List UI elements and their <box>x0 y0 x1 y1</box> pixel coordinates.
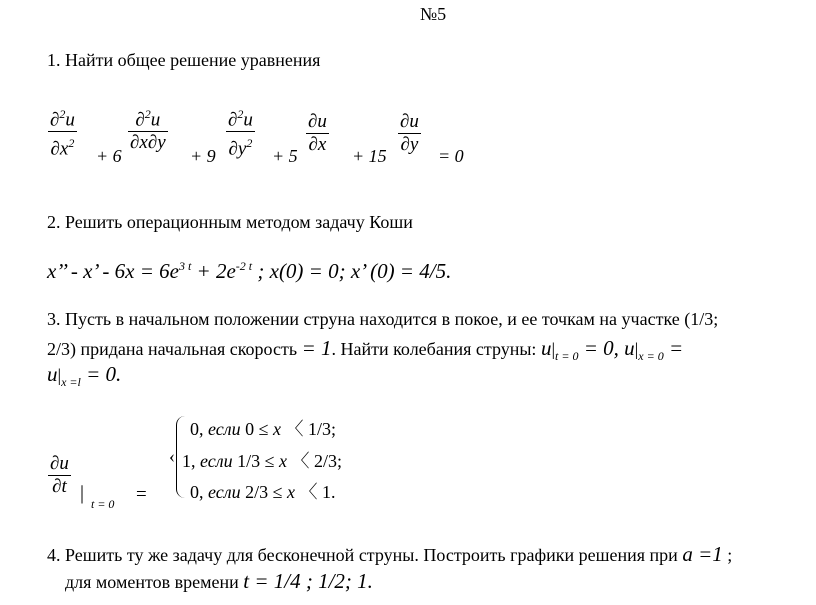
eval-subscript: t = 0 <box>91 497 115 511</box>
fraction-d2u-dy2: ∂$^2$u $\partial y^2$ <box>228 107 253 160</box>
case-3: 0, если 2/3 ≤ x 〈 1. <box>190 482 336 502</box>
fraction-d2u-dxdy: ∂$^2$u ∂x∂y <box>130 107 166 154</box>
equals-zero: = 0 <box>438 146 464 166</box>
coef-5: + 5 <box>272 146 298 166</box>
fraction-du-dx: ∂u ∂x <box>308 111 327 155</box>
task1-statement: 1. Найти общее решение уравнения <box>47 50 321 70</box>
task3-line2: 2/3) придана начальная скорость = 1. Найти колебания струны: $u|_{t = 0} = 0$, $u|_{x = 0}$ = <box>47 336 684 363</box>
task4-line2: для моментов времени t = 1/4 ; 1/2; 1. <box>65 569 373 593</box>
fraction-d2u-dx2: ∂$^2$u $\partial x^2$ <box>50 107 75 160</box>
deriv-equals: = <box>136 484 147 505</box>
fraction-du-dy: ∂u ∂y <box>400 111 419 155</box>
task2-equation: x’’ - x’ - $6x = 6e^{3 t} + 2e^{-2 t}$ ; x(0) = 0; x’ (0) = 4/5. <box>47 259 452 283</box>
task3-line3: $u|_{x =l} = 0$. <box>47 362 122 389</box>
coef-15: + 15 <box>352 146 387 166</box>
case-2: 1, если 1/3 ≤ x 〈 2/3; <box>182 451 342 471</box>
problem-number: №5 <box>420 4 447 24</box>
task2-statement: 2. Решить операционным методом задачу Коши <box>47 212 413 232</box>
case-1: 0, если 0 ≤ x 〈 1/3; <box>190 419 336 439</box>
eval-bar: | <box>80 482 85 504</box>
brace-point: ‹ <box>169 446 175 466</box>
coef-9: + 9 <box>190 146 216 166</box>
fraction-du-dt: ∂u ∂t <box>50 453 69 497</box>
coef-6: + 6 <box>96 146 122 166</box>
task4-line1: 4. Решить ту же задачу для бесконечной струны. Построить графики решения при a =1 ; <box>47 542 733 566</box>
task3-line1: 3. Пусть в начальном положении струна находится в покое, и ее точкам на участке (1/3; <box>47 309 719 329</box>
